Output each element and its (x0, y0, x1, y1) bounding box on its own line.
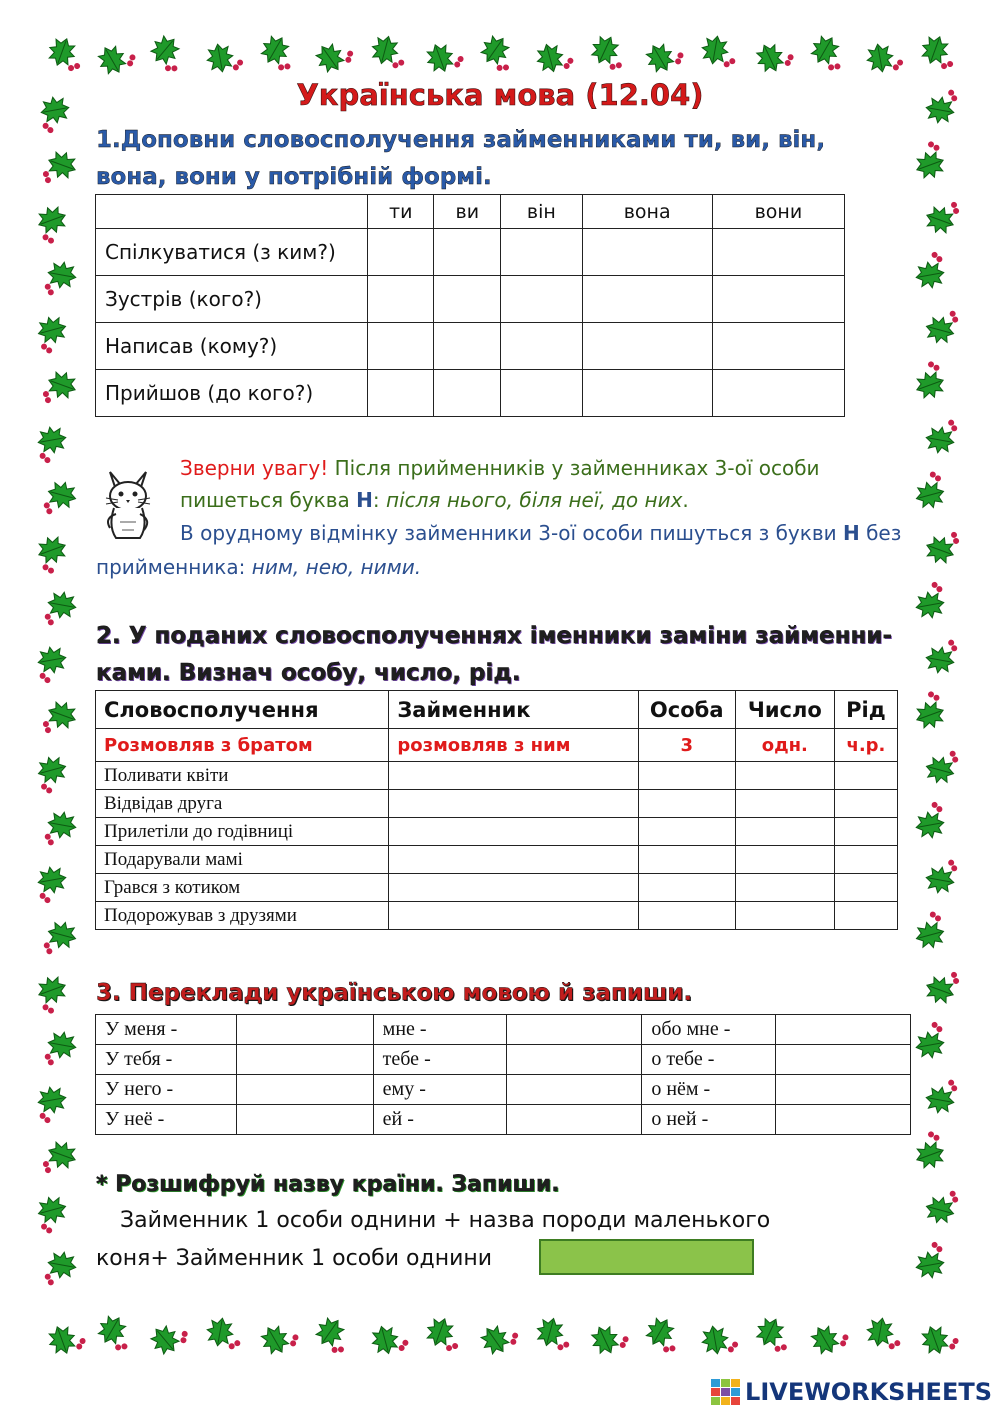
answer-cell[interactable] (389, 818, 638, 846)
answer-cell[interactable] (735, 818, 834, 846)
header-cell: ти (368, 195, 434, 229)
phrase-cell: о ней - (642, 1105, 776, 1135)
task1-heading: 1.Доповни словосполучення займенниками ти, ви, він, вона, вони у потрібній формі. (96, 127, 826, 190)
letter-n: Н (356, 488, 373, 512)
row-label: Прийшов (до кого?) (96, 370, 368, 417)
page-title: Українська мова (12.04) (296, 78, 704, 112)
phrase-cell: Грався з котиком (96, 874, 389, 902)
answer-cell[interactable] (712, 276, 844, 323)
answer-cell[interactable] (389, 790, 638, 818)
answer-cell[interactable] (638, 790, 735, 818)
answer-cell[interactable] (638, 902, 735, 930)
rule1-examples: після нього, біля неї, до них (386, 488, 683, 512)
answer-cell[interactable] (735, 790, 834, 818)
table-row (96, 1015, 911, 1045)
table-row (96, 276, 845, 323)
rule2-letter: Н (842, 521, 860, 545)
header-cell: Займенник (389, 691, 638, 729)
table-row (96, 846, 898, 874)
header-cell: Особа (638, 691, 735, 729)
answer-cell[interactable] (712, 323, 844, 370)
header-cell: ви (434, 195, 501, 229)
phrase-cell: У неё - (96, 1105, 237, 1135)
example-row (96, 729, 898, 762)
answer-cell[interactable] (389, 874, 638, 902)
answer-cell[interactable] (434, 323, 501, 370)
table-row (96, 1045, 911, 1075)
answer-cell[interactable] (834, 874, 897, 902)
answer-cell[interactable] (368, 276, 434, 323)
task3-heading: 3. Переклади українською мовою й запиши. (96, 980, 693, 1006)
answer-cell[interactable] (506, 1015, 642, 1045)
phrase-cell: мне - (373, 1015, 506, 1045)
answer-cell[interactable] (735, 902, 834, 930)
answer-cell[interactable] (776, 1105, 911, 1135)
answer-cell[interactable] (776, 1015, 911, 1045)
answer-cell[interactable] (368, 229, 434, 276)
table-row (96, 874, 898, 902)
answer-cell[interactable] (501, 229, 582, 276)
answer-cell[interactable] (735, 874, 834, 902)
answer-cell[interactable] (506, 1075, 642, 1105)
task4-line1: Займенник 1 особи однини + назва породи маленького (120, 1208, 771, 1233)
answer-cell[interactable] (712, 229, 844, 276)
table-row (96, 762, 898, 790)
header-cell: Словосполучення (96, 691, 389, 729)
rule2-text: В орудному відмінку займенники 3-ої особи пишуться з букви (180, 521, 843, 545)
table-row (96, 323, 845, 370)
liveworksheets-logo-icon (711, 1379, 741, 1405)
phrase-cell: Подорожував з друзями (96, 902, 389, 930)
phrase-cell: о тебе - (642, 1045, 776, 1075)
answer-cell[interactable] (236, 1105, 373, 1135)
answer-cell[interactable] (776, 1075, 911, 1105)
phrase-cell: У меня - (96, 1015, 237, 1045)
rule2-examples: ним, нею, ними. (251, 555, 422, 579)
answer-cell[interactable] (368, 370, 434, 417)
task1-table (95, 194, 845, 417)
phrase-cell: Подарували мамі (96, 846, 389, 874)
row-label: Спілкуватися (з ким?) (96, 229, 368, 276)
answer-cell[interactable] (638, 846, 735, 874)
answer-cell[interactable] (501, 276, 582, 323)
answer-cell[interactable] (236, 1015, 373, 1045)
table-row (96, 370, 845, 417)
header-cell: вони (712, 195, 844, 229)
answer-cell[interactable] (582, 323, 712, 370)
answer-cell[interactable] (506, 1105, 642, 1135)
answer-cell[interactable] (712, 370, 844, 417)
table-header-row (96, 691, 898, 729)
example-cell: ч.р. (834, 729, 897, 762)
rule1-colon: : (372, 488, 387, 512)
row-label: Написав (кому?) (96, 323, 368, 370)
answer-cell[interactable] (834, 818, 897, 846)
phrase-cell: Прилетіли до годівниці (96, 818, 389, 846)
phrase-cell: обо мне - (642, 1015, 776, 1045)
liveworksheets-brand (711, 1378, 992, 1406)
task3-table (95, 1014, 911, 1135)
table-header-row (96, 195, 845, 229)
phrase-cell: Поливати квіти (96, 762, 389, 790)
header-cell: вона (582, 195, 712, 229)
country-answer-input[interactable] (539, 1239, 754, 1275)
answer-cell[interactable] (582, 229, 712, 276)
task2-heading: 2. У поданих словосполученнях іменники заміни займенни-ками. Визнач особу, число, рід. (96, 623, 893, 686)
header-cell: Рід (834, 691, 897, 729)
answer-cell[interactable] (834, 902, 897, 930)
rule2-cont: без прийменника: (96, 521, 902, 579)
answer-cell[interactable] (638, 762, 735, 790)
phrase-cell: ей - (373, 1105, 506, 1135)
answer-cell[interactable] (501, 370, 582, 417)
answer-cell[interactable] (368, 323, 434, 370)
rule1-end: . (682, 488, 689, 512)
answer-cell[interactable] (389, 846, 638, 874)
answer-cell[interactable] (434, 276, 501, 323)
answer-cell[interactable] (582, 370, 712, 417)
answer-cell[interactable] (236, 1075, 373, 1105)
phrase-cell: У него - (96, 1075, 237, 1105)
row-label: Зустрів (кого?) (96, 276, 368, 323)
answer-cell[interactable] (834, 846, 897, 874)
answer-cell[interactable] (776, 1045, 911, 1075)
answer-cell[interactable] (582, 276, 712, 323)
rule1-text: Після прийменників у займенниках 3-ої особи пишеться буква (180, 456, 820, 512)
example-cell: Розмовляв з братом (96, 729, 389, 762)
table-row (96, 790, 898, 818)
answer-cell[interactable] (501, 323, 582, 370)
answer-cell[interactable] (834, 762, 897, 790)
table-row (96, 229, 845, 276)
phrase-cell: У тебя - (96, 1045, 237, 1075)
phrase-cell: о нём - (642, 1075, 776, 1105)
header-cell: він (501, 195, 582, 229)
phrase-cell: Відвідав друга (96, 790, 389, 818)
table-row (96, 1075, 911, 1105)
answer-cell[interactable] (735, 846, 834, 874)
answer-cell[interactable] (638, 874, 735, 902)
answer-cell[interactable] (638, 818, 735, 846)
header-empty-cell (96, 195, 368, 229)
example-cell: одн. (735, 729, 834, 762)
phrase-cell: ему - (373, 1075, 506, 1105)
table-row (96, 902, 898, 930)
answer-cell[interactable] (389, 902, 638, 930)
grammar-note (180, 452, 920, 516)
grammar-note-2 (96, 516, 916, 584)
header-cell: Число (735, 691, 834, 729)
answer-cell[interactable] (236, 1045, 373, 1075)
example-cell: розмовляв з ним (389, 729, 638, 762)
table-row (96, 1105, 911, 1135)
answer-cell[interactable] (735, 762, 834, 790)
phrase-cell: тебе - (373, 1045, 506, 1075)
answer-cell[interactable] (434, 370, 501, 417)
task2-table (95, 690, 898, 930)
answer-cell[interactable] (389, 762, 638, 790)
answer-cell[interactable] (834, 790, 897, 818)
answer-cell[interactable] (506, 1045, 642, 1075)
brand-name: LIVEWORKSHEETS (745, 1378, 992, 1406)
task4-line2: коня+ Займенник 1 особи однини (96, 1246, 493, 1271)
attention-label: Зверни увагу! (180, 456, 329, 480)
example-cell: 3 (638, 729, 735, 762)
table-row (96, 818, 898, 846)
task4-heading: * Розшифруй назву країни. Запиши. (96, 1172, 560, 1197)
answer-cell[interactable] (434, 229, 501, 276)
